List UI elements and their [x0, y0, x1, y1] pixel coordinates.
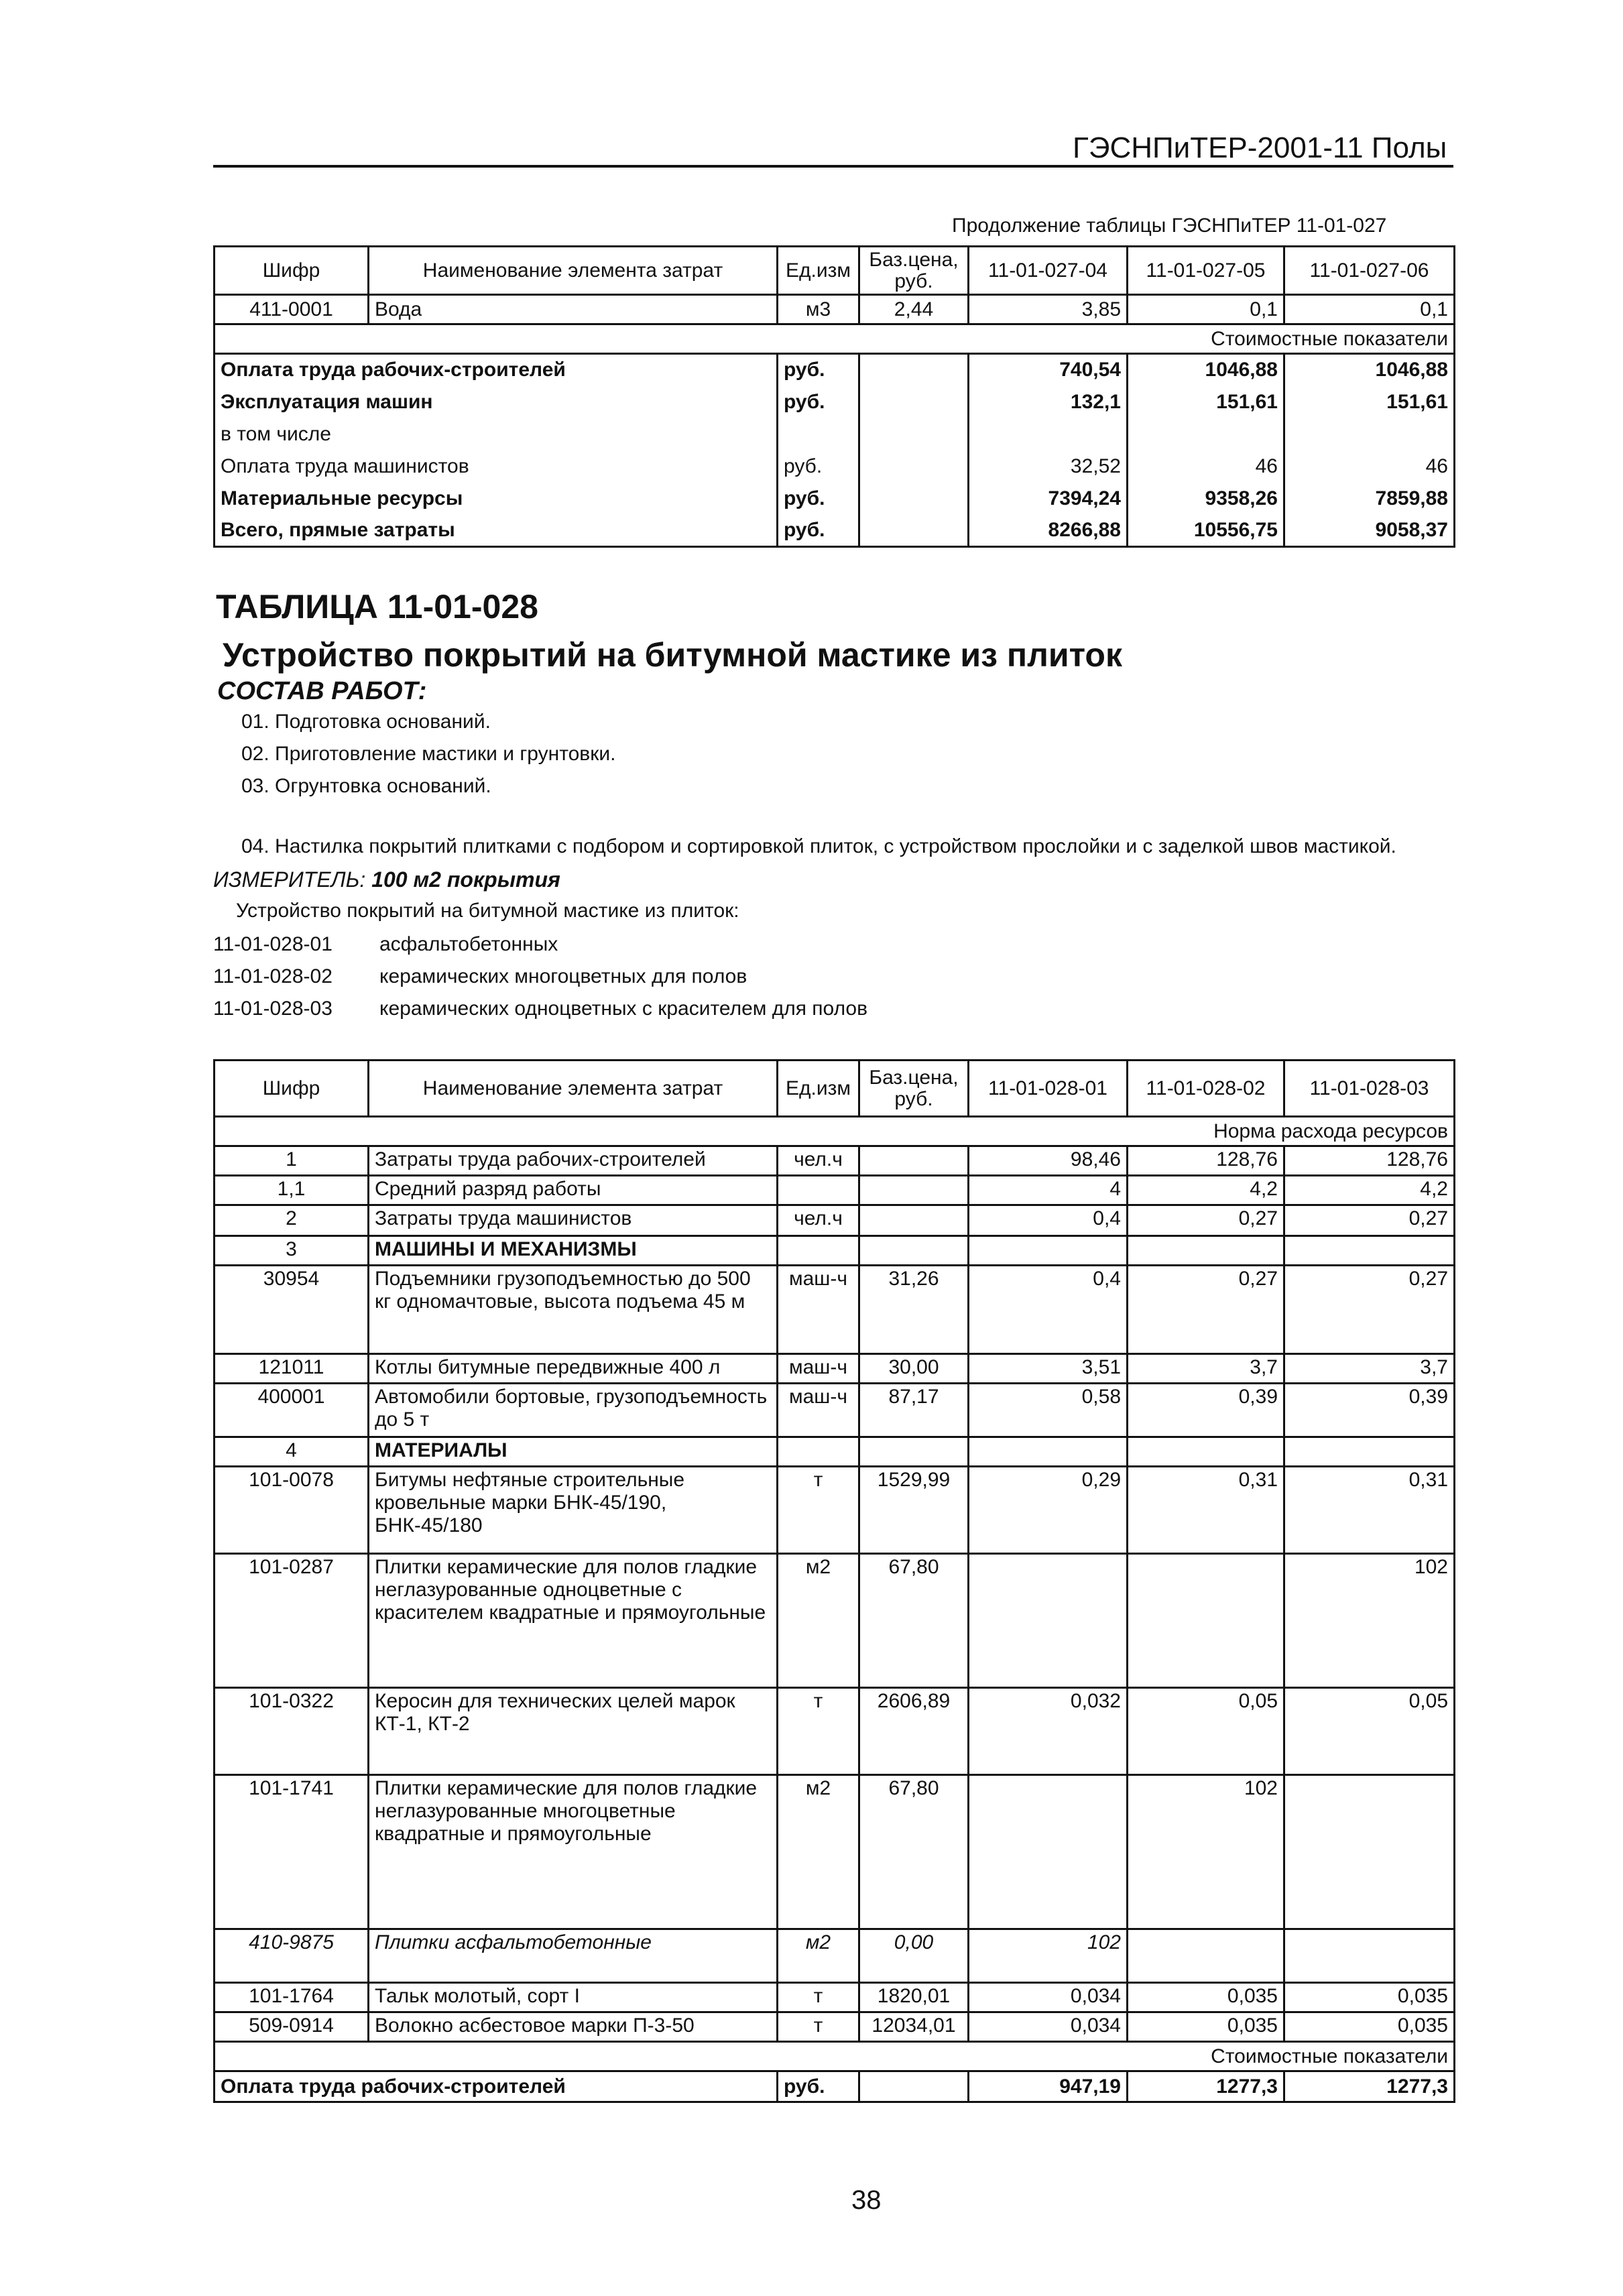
work-item: 02. Приготовление мастики и грунтовки. — [241, 743, 616, 765]
table-row: 101-0322 Керосин для технических целей марок КТ-1, КТ-2 т 2606,89 0,032 0,05 0,05 — [215, 1688, 1455, 1775]
col-header: 11-01-027-04 — [969, 247, 1128, 295]
table-row: 3 МАШИНЫ И МЕХАНИЗМЫ — [215, 1236, 1455, 1266]
norm-label: Норма расхода ресурсов — [215, 1117, 1455, 1146]
col-header: Шифр — [215, 247, 369, 295]
col-header: 11-01-028-03 — [1284, 1061, 1455, 1117]
table-row: Оплата труда рабочих-строителей руб. 947,19 1277,3 1277,3 — [215, 2071, 1455, 2102]
table-row: 410-9875 Плитки асфальтобетонные м2 0,00 102 — [215, 1929, 1455, 1983]
measure-value: 100 м2 покрытия — [371, 867, 560, 892]
table-row: 101-1764 Тальк молотый, сорт I т 1820,01 0,034 0,035 0,035 — [215, 1983, 1455, 2012]
table-row: Материальные ресурсы руб. 7394,24 9358,26 7859,88 — [215, 483, 1455, 515]
variant-desc: керамических одноцветных с красителем для полов — [379, 998, 868, 1020]
col-header: Баз.цена, руб. — [859, 1061, 969, 1117]
table-row: 1 Затраты труда рабочих-строителей чел.ч 98,46 128,76 128,76 — [215, 1146, 1455, 1176]
col-header: Шифр — [215, 1061, 369, 1117]
variant-code: 11-01-028-03 — [213, 998, 333, 1020]
variant-desc: асфальтобетонных — [379, 933, 558, 955]
col-header: Ед.изм — [778, 1061, 859, 1117]
table-row: в том числе — [215, 418, 1455, 450]
col-header: 11-01-027-05 — [1128, 247, 1284, 295]
table-row: 400001 Автомобили бортовые, грузоподъемность до 5 т маш-ч 87,17 0,58 0,39 0,39 — [215, 1384, 1455, 1437]
table-row: Эксплуатация машин руб. 132,1 151,61 151,61 — [215, 386, 1455, 418]
table-11-01-028 — [213, 1059, 1455, 2103]
header-rule — [213, 165, 1453, 168]
table-row: 509-0914 Волокно асбестовое марки П-3-50 т 12034,01 0,034 0,035 0,035 — [215, 2012, 1455, 2042]
table-row: Всего, прямые затраты руб. 8266,88 10556,75 9058,37 — [215, 515, 1455, 547]
table-row: 4 МАТЕРИАЛЫ — [215, 1437, 1455, 1467]
col-header: 11-01-028-02 — [1128, 1061, 1284, 1117]
continuation-note: Продолжение таблицы ГЭСНПиТЕР 11-01-027 — [952, 215, 1387, 237]
variants-intro: Устройство покрытий на битумной мастике из плиток: — [236, 900, 739, 922]
table-title: ТАБЛИЦА 11-01-028 — [216, 588, 538, 625]
col-header: Ед.изм — [778, 247, 859, 295]
measure-unit — [213, 867, 560, 892]
table-subtitle: Устройство покрытий на битумной мастике из плиток — [223, 636, 1122, 674]
variant-code: 11-01-028-02 — [213, 965, 333, 987]
col-header: 11-01-027-06 — [1284, 247, 1455, 295]
work-item: 04. Настилка покрытий плитками с подбором и сортировкой плиток, с устройством прослойки и с заделкой швов мастикой. — [241, 835, 1396, 857]
col-header: 11-01-028-01 — [969, 1061, 1128, 1117]
table-row: 121011 Котлы битумные передвижные 400 л маш-ч 30,00 3,51 3,7 3,7 — [215, 1354, 1455, 1384]
variant-code: 11-01-028-01 — [213, 933, 333, 955]
page-header: ГЭСНПиТЕР-2001-11 Полы — [1073, 131, 1447, 164]
table-row: Оплата труда машинистов руб. 32,52 46 46 — [215, 450, 1455, 483]
work-composition-label: СОСТАВ РАБОТ: — [217, 677, 427, 705]
work-item: 03. Огрунтовка оснований. — [241, 775, 491, 797]
cost-label: Стоимостные показатели — [215, 2042, 1455, 2071]
table-row: 101-0078 Битумы нефтяные строительные кровельные марки БНК-45/190, БНК-45/180 т 1529,99 0,29 0,31 0,31 — [215, 1467, 1455, 1554]
table-row: 30954 Подъемники грузоподъемностью до 500 кг одномачтовые, высота подъема 45 м маш-ч 31,26 0,4 0,27 0,27 — [215, 1266, 1455, 1354]
page-number: 38 — [851, 2185, 882, 2215]
table-row: 2 Затраты труда машинистов чел.ч 0,4 0,27 0,27 — [215, 1205, 1455, 1236]
variant-desc: керамических многоцветных для полов — [379, 965, 747, 987]
col-header: Баз.цена, руб. — [859, 247, 969, 295]
table-row: 101-0287 Плитки керамические для полов гладкие неглазурованные одноцветные с красителем квадратные и прямоугольные м2 67,80 102 — [215, 1554, 1455, 1688]
table-row: 101-1741 Плитки керамические для полов гладкие неглазурованные многоцветные квадратные и прямоугольные м2 67,80 102 — [215, 1775, 1455, 1929]
resource-rows — [215, 1146, 1455, 2042]
table-row: 1,1 Средний разряд работы 4 4,2 4,2 — [215, 1176, 1455, 1205]
table-row: Оплата труда рабочих-строителей руб. 740,54 1046,88 1046,88 — [215, 354, 1455, 386]
table-row: 411-0001 Вода м3 2,44 3,85 0,1 0,1 — [215, 295, 1455, 324]
work-item: 01. Подготовка оснований. — [241, 711, 491, 733]
table-11-01-027 — [213, 245, 1455, 548]
measure-label: ИЗМЕРИТЕЛЬ: — [213, 867, 366, 892]
section-label: Стоимостные показатели — [215, 324, 1455, 354]
col-header: Наименование элемента затрат — [369, 247, 778, 295]
col-header: Наименование элемента затрат — [369, 1061, 778, 1117]
